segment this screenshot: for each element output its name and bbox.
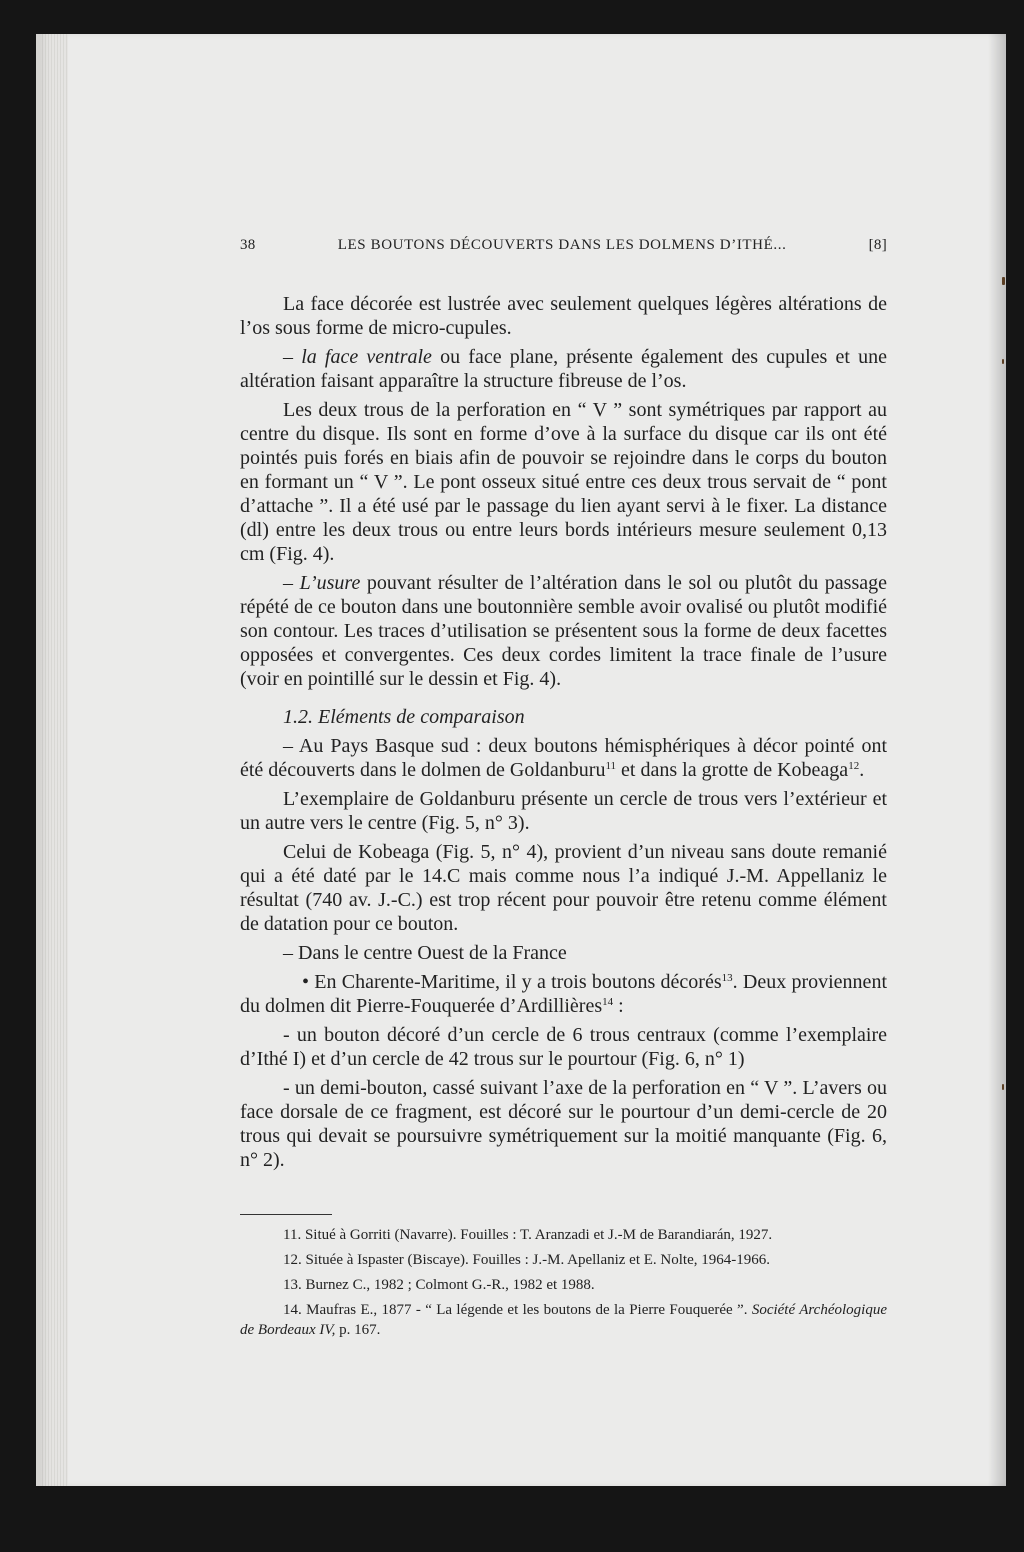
dash: – [283, 572, 300, 594]
footnote-12: 12. Située à Ispaster (Biscaye). Fouilles : J.-M. Apellaniz et E. Nolte, 1964-1966. [283, 1252, 770, 1268]
page-number: 38 [240, 237, 256, 253]
footnote-ref-14[interactable]: 14 [602, 996, 614, 1008]
footnote-italic: Société Archéologique de Bordeaux IV, [240, 1302, 887, 1338]
paragraph-text: : [613, 995, 624, 1017]
paragraph: La face décorée est lustrée avec seulement quelques légères altérations de l’os sous forme de micro-cupules. [240, 293, 887, 339]
paragraph: – Dans le centre Ouest de la France [283, 942, 567, 964]
footnote-text: p. 167. [335, 1322, 381, 1338]
footnote-11: 11. Situé à Gorriti (Navarre). Fouilles : T. Aranzadi et J.-M de Barandiarán, 1927. [283, 1227, 773, 1243]
italic-term: la face ventrale [301, 346, 432, 368]
paragraph-text: ou face plane, présente également des cupules et une altération faisant apparaître la structure fibreuse de l’os. [240, 346, 887, 392]
dash: – [283, 346, 302, 368]
footnote-text: 14. Maufras E., 1877 - “ La légende et les boutons de la Pierre Fouquerée ”. [283, 1302, 752, 1318]
running-header [240, 237, 887, 254]
paper-fleck [1002, 1084, 1004, 1090]
paragraph: Celui de Kobeaga (Fig. 5, n° 4), provient d’un niveau sans doute remanié qui a été daté par le 14.C mais comme nous l’a indiqué J.-M. Appellaniz le résultat (740 av. J.-C.) est trop récent pour pouvoir être retenu comme élément de datation pour ce bouton. [240, 841, 887, 935]
footnote-13: 13. Burnez C., 1982 ; Colmont G.-R., 1982 et 1988. [283, 1277, 595, 1293]
paragraph [240, 734, 887, 782]
paragraph-text: pouvant résulter de l’altération dans le sol ou plutôt du passage répété de ce bouton dans une boutonnière semble avoir ovalisé ou plutôt modifié son contour. Les traces d’utilisation se présentent sous la forme de deux facettes opposées et convergentes. Ces deux cordes limitent la trace finale de l’usure (voir en pointillé sur le dessin et Fig. 4). [240, 572, 887, 690]
footnote-ref-11[interactable]: 11 [605, 760, 617, 772]
running-title: LES BOUTONS DÉCOUVERTS DANS LES DOLMENS D’ITHÉ... [337, 237, 787, 253]
paragraph: Les deux trous de la perforation en “ V ” sont symétriques par rapport au centre du disque. Ils sont en forme d’ove à la surface du disque car ils ont été pointés puis forés en biais afin de pouvoir se rejoindre dans le corps du bouton en formant un “ V ”. Le pont osseux situé entre ces deux trous servait de “ pont d’attache ”. Il a été usé par le passage du lien ayant servi à le fixer. La distance (dl) entre les deux trous ou entre leurs bords intérieurs mesure seulement 0,13 cm (Fig. 4). [240, 399, 887, 565]
paragraph-text: . Deux proviennent du dolmen dit Pierre-Fouquerée d’Ardillières [240, 971, 887, 1017]
footnote-ref-13[interactable]: 13 [721, 972, 733, 984]
section-number: [8] [868, 237, 887, 253]
paragraph-text: et dans la grotte de Kobeaga [616, 759, 849, 781]
paragraph: - un demi-bouton, cassé suivant l’axe de la perforation en “ V ”. L’avers ou face dorsale de ce fragment, est décoré sur le pourtour d’un demi-cercle de 20 trous qui devait se poursuivre symétriquement sur la moitié manquante (Fig. 6, n° 2). [240, 1077, 887, 1171]
bullet-paragraph [240, 970, 887, 1018]
section-heading: 1.2. Eléments de comparaison [283, 706, 525, 728]
italic-term: L’usure [299, 572, 361, 594]
page-text-block [240, 237, 887, 1345]
paragraph-text: – Au Pays Basque sud : deux boutons hémisphériques à décor pointé ont été découverts dans le dolmen de Goldanburu [240, 735, 887, 781]
paragraph [240, 345, 887, 393]
paragraph [240, 571, 887, 691]
paper-fleck [1002, 277, 1005, 285]
footnote-divider [240, 1214, 332, 1215]
paper-fleck [1002, 359, 1004, 364]
footnote-14 [240, 1300, 887, 1340]
book-page [36, 34, 1006, 1486]
paragraph: - un bouton décoré d’un cercle de 6 trous centraux (comme l’exemplaire d’Ithé I) et d’un cercle de 42 trous sur le pourtour (Fig. 6, n° 1) [240, 1024, 887, 1070]
paragraph-text: . [859, 759, 865, 781]
paragraph-text: • En Charente-Maritime, il y a trois boutons décorés [302, 971, 722, 993]
paragraph: L’exemplaire de Goldanburu présente un cercle de trous vers l’extérieur et un autre vers le centre (Fig. 5, n° 3). [240, 788, 887, 834]
footnote-ref-12[interactable]: 12 [848, 760, 860, 772]
